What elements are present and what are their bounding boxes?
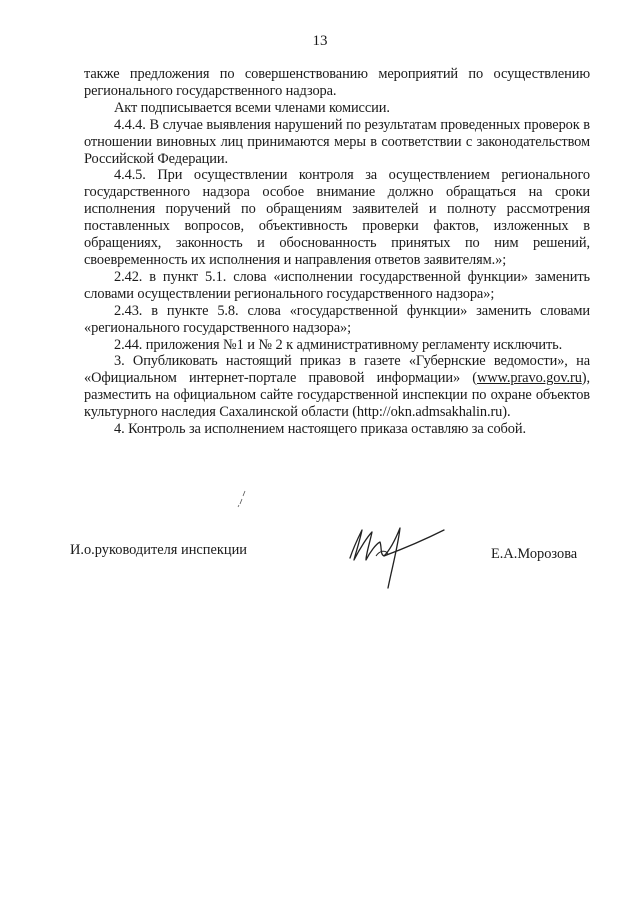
page-number: 13 (312, 33, 328, 49)
paragraph-2-43: 2.43. в пункте 5.8. слова «государственной функции» заменить словами «регионального государственного надзора»; (84, 302, 590, 336)
document-body (84, 66, 590, 438)
signatory-title: И.о.руководителя инспекции (70, 542, 247, 558)
signatory-name: Е.А.Морозова (491, 546, 578, 562)
paragraph-act-signed: Акт подписывается всеми членами комиссии. (114, 99, 390, 116)
paragraph-4-control: 4. Контроль за исполнением настоящего приказа оставляю за собой. (114, 421, 526, 438)
paragraph-4-4-5: 4.4.5. При осуществлении контроля за осуществлением регионального государственного надзора особое внимание должно обращаться на сроки исполнения поручений по обращениям заявителей и полноту рассмотрения поставленных вопросов, объективность проверки фактов, изложенных в обращениях, законность и обоснованность принятых по ним решений, своевременность их исполнения и направления ответов заявителям.»; (84, 167, 590, 268)
signature-block (0, 536, 640, 596)
handwritten-signature (340, 516, 450, 596)
paragraph-2-42: 2.42. в пункт 5.1. слова «исполнении государственной функции» заменить словами осуществлении регионального государственного надзора»; (84, 268, 590, 302)
paragraph-2-44: 2.44. приложения №1 и № 2 к административному регламенту исключить. (114, 336, 563, 353)
pravo-link: www.pravo.gov.ru (476, 370, 582, 387)
stray-pen-mark (236, 490, 248, 508)
paragraph-continuation: также предложения по совершенствованию мероприятий по осуществлению регионального государственного надзора. (84, 66, 590, 99)
paragraph-4-4-4: 4.4.4. В случае выявления нарушений по результатам проведенных проверок в отношении виновных лиц принимаются меры в соответствии с законодательством Российской Федерации. (84, 116, 590, 167)
paragraph-3-publish: 3. Опубликовать настоящий приказ в газете «Губернские ведомости», на «Официальном интернет-портале правовой информации» (www.pravo.gov.ru), разместить на официальном сайте государственной инспекции по охране объектов культурного наследия Сахалинской области (http://okn.admsakhalin.ru). (84, 353, 590, 421)
